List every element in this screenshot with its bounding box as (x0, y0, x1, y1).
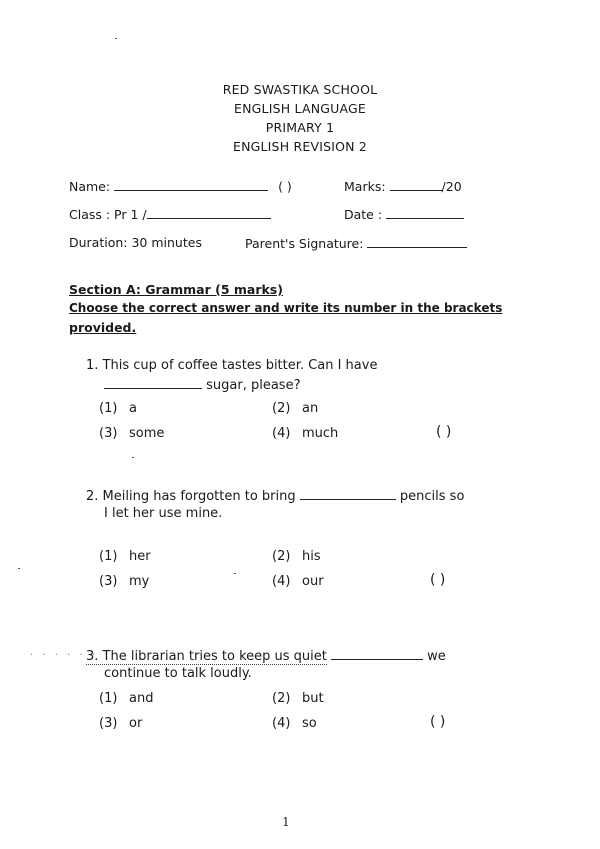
class-blank[interactable] (147, 206, 271, 219)
scan-speck (234, 573, 236, 574)
question-1-blank[interactable] (104, 376, 202, 389)
question-3-blank[interactable] (331, 647, 423, 660)
date-field (344, 206, 464, 222)
signature-label: Parent's Signature: (245, 236, 364, 251)
marks-total: /20 (441, 179, 462, 194)
question-3-option-4: (4) so (272, 716, 317, 731)
duration-text: Duration: 30 minutes (69, 235, 202, 250)
question-1-option-2: (2) an (272, 401, 319, 416)
question-1-line1: 1. This cup of coffee tastes bitter. Can I have (86, 358, 378, 373)
question-1-option-3: (3) some (99, 426, 165, 441)
question-2-answer-brackets[interactable]: ( ) (430, 572, 446, 588)
paper-title: ENGLISH REVISION 2 (232, 139, 368, 154)
question-2-line1 (86, 487, 464, 504)
subject-title: ENGLISH LANGUAGE (234, 101, 366, 116)
question-2-option-3: (3) my (99, 574, 150, 589)
question-3-line1 (86, 647, 446, 664)
class-field (69, 206, 271, 222)
index-brackets: ( ) (278, 179, 292, 194)
question-1-answer-brackets[interactable]: ( ) (436, 424, 452, 440)
signature-field (245, 235, 467, 251)
question-3-text-before-blank: 3. The librarian tries to keep us quiet (86, 649, 327, 664)
scan-speck (132, 457, 134, 458)
question-3-text-after-blank: we (427, 649, 446, 664)
scan-speck (115, 38, 117, 39)
question-3-option-2: (2) but (272, 691, 324, 706)
question-2-text-before-blank: 2. Meiling has forgotten to bring (86, 489, 296, 504)
question-2-line2: I let her use mine. (104, 506, 223, 521)
class-label: Class : Pr 1 / (69, 207, 147, 222)
question-1-line2 (104, 376, 300, 393)
name-blank[interactable] (114, 178, 268, 191)
scan-speck (18, 568, 20, 569)
question-3-option-3: (3) or (99, 716, 143, 731)
page-number: 1 (282, 815, 290, 829)
question-2-option-2: (2) his (272, 549, 321, 564)
question-3-line2: continue to talk loudly. (104, 666, 252, 681)
name-label: Name: (69, 179, 111, 194)
marks-field (344, 178, 462, 194)
date-blank[interactable] (386, 206, 464, 219)
section-instruction-line1: Choose the correct answer and write its number in the brackets (69, 301, 503, 315)
question-2-blank[interactable] (300, 487, 396, 500)
section-instruction-line2: provided. (69, 320, 137, 335)
question-1-option-4: (4) much (272, 426, 339, 441)
question-1-option-1: (1) a (99, 401, 137, 416)
date-label: Date : (344, 207, 383, 222)
question-1-text-after-blank: sugar, please? (206, 378, 301, 393)
level-title: PRIMARY 1 (265, 120, 335, 135)
question-2-text-after-blank: pencils so (399, 489, 465, 504)
question-2-option-1: (1) her (99, 549, 151, 564)
scan-dots: · · · · · · (30, 650, 98, 661)
signature-blank[interactable] (367, 235, 467, 248)
marks-label: Marks: (344, 179, 386, 194)
question-2-option-4: (4) our (272, 574, 324, 589)
marks-blank[interactable] (390, 178, 442, 191)
school-name: RED SWASTIKA SCHOOL (222, 82, 378, 97)
question-3-option-1: (1) and (99, 691, 154, 706)
section-title: Section A: Grammar (5 marks) (69, 282, 283, 297)
question-3-answer-brackets[interactable]: ( ) (430, 714, 446, 730)
name-field (69, 178, 292, 194)
